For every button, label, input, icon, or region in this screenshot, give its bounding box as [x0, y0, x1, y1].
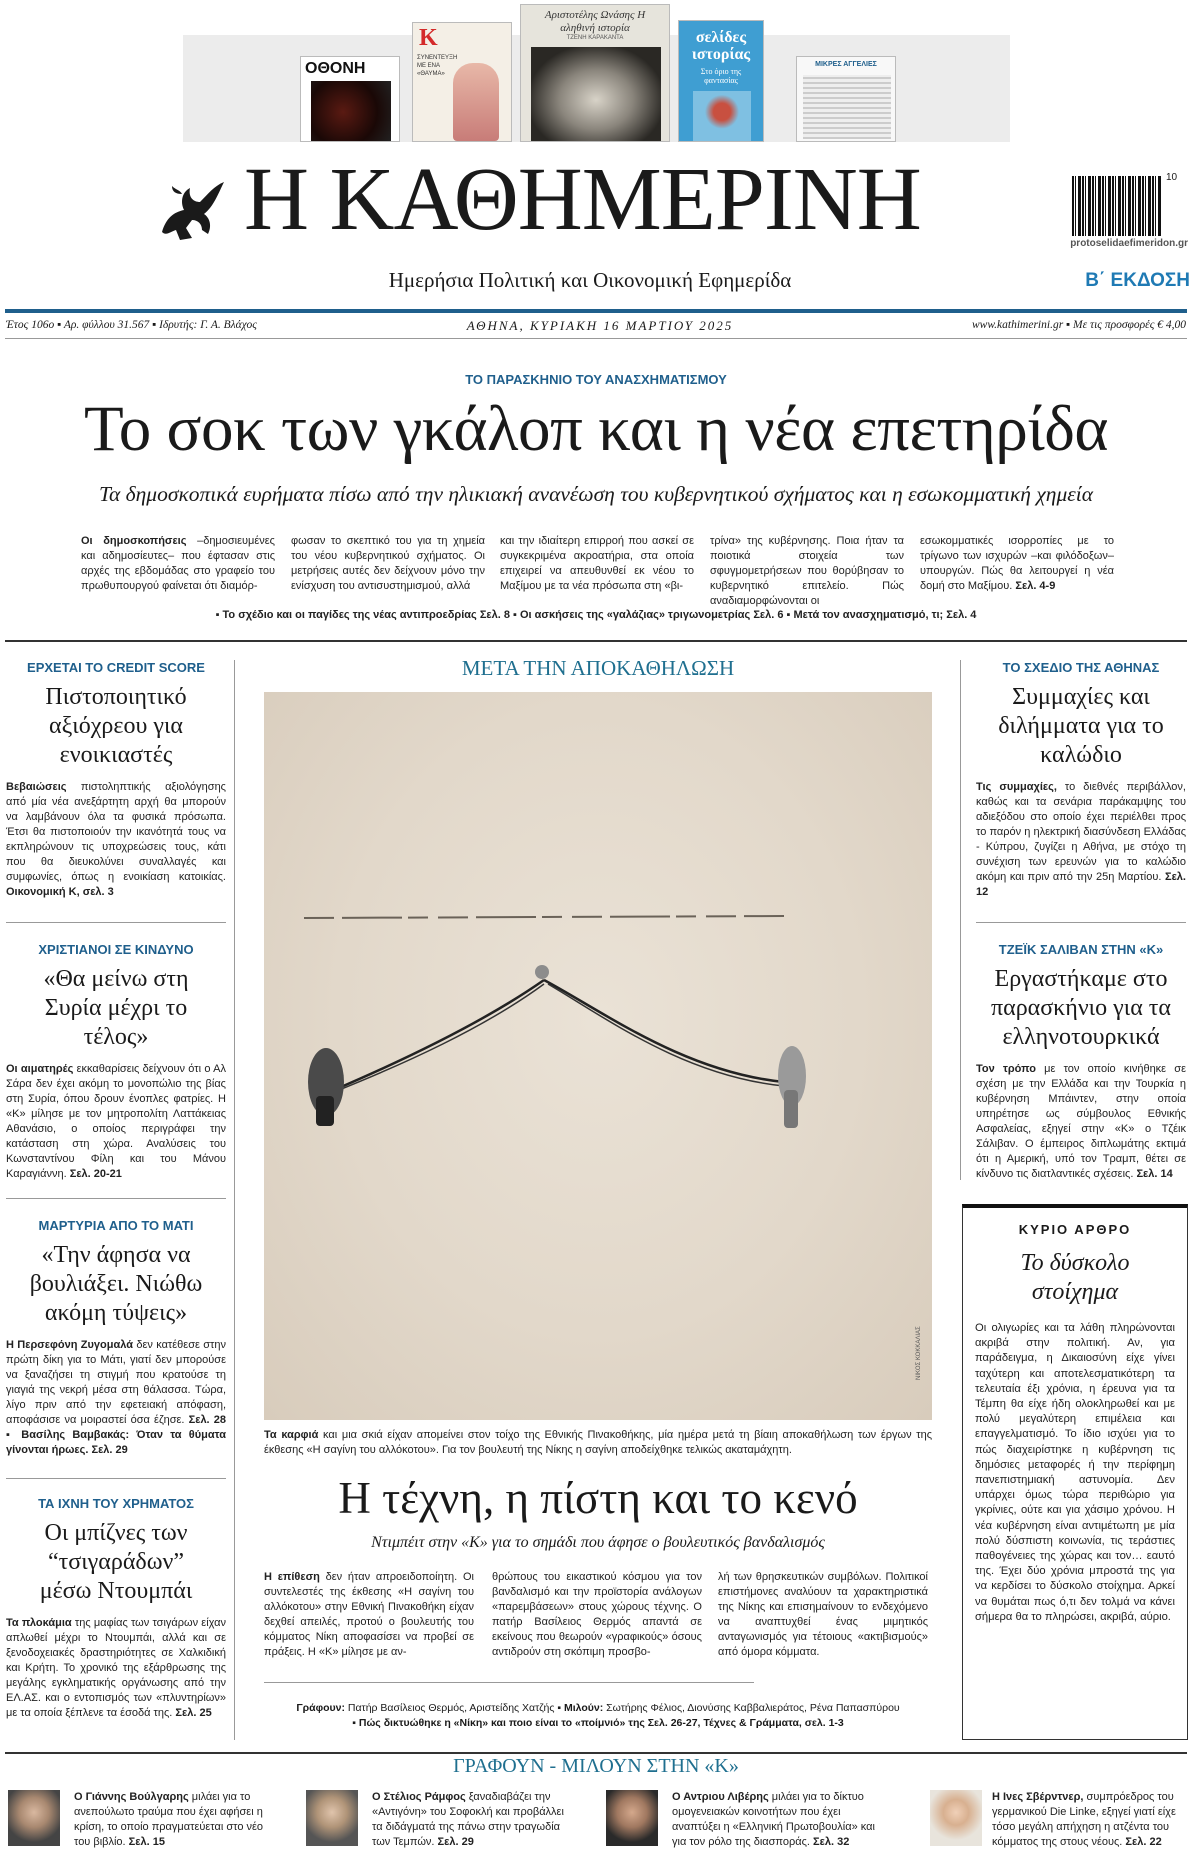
center-kicker: ΜΕΤΑ ΤΗΝ ΑΠΟΚΑΘΗΛΩΣΗ: [461, 656, 735, 680]
footer-item-3-ref: Σελ. 32: [809, 1836, 850, 1848]
avatar: [606, 1790, 658, 1846]
right-story-1[interactable]: [976, 660, 1186, 900]
footer-item-1-ref: Σελ. 15: [125, 1836, 165, 1848]
right-story-2-body: [976, 1062, 1186, 1182]
barcode: [1072, 176, 1162, 236]
left-story-1-headline: Πιστοποιητικό αξιόχρεου για ενοικιαστές: [45, 684, 187, 768]
right-story-1-ref: Σελ. 12: [976, 871, 1186, 898]
left-story-4-ref: Σελ. 25: [172, 1707, 212, 1719]
left-story-1[interactable]: [6, 660, 226, 900]
cover-subtitle: Στο όριο της φαντασίας: [700, 67, 742, 85]
left-story-2-lead: Οι αιματηρές: [6, 1063, 74, 1075]
lead-col-1-lead: Οι δημοσκοπήσεις: [81, 535, 187, 547]
cover-title: Αριστοτέλης Ωνάσης Η αληθινή ιστορία: [544, 9, 646, 34]
footer-item-4[interactable]: [930, 1790, 1190, 1854]
lead-col-5-text: εσωκομματικές ισορροπίες με το τρίγωνο των ισχυρών –και φιλόδοξων– υπουργών. Πώς θα λειτουργεί η νέα δομή στο Μαξίμου.: [920, 535, 1114, 592]
footer-item-4-lead: Η Ινες Σβέρντνερ,: [992, 1791, 1084, 1803]
avatar: [306, 1790, 358, 1846]
right-story-2-text: με τον οποίο κινήθηκε σε σχέση με την Ελλάδα και την Τουρκία η κυβέρνηση Μπάιντεν, στην οποία υπηρέτησε ως σύμβουλος Εθνικής Ασφαλείας, εξηγεί στην «Κ» ο Τζέικ Σάλιβαν. Ο έμπειρος διπλωμάτης εκτιμά ότι η Αμερική, υπό τον Τραμπ, θέτει σε κίνδυνο τις διατλαντικές σχέσεις.: [976, 1063, 1186, 1180]
lead-col-1-text: –δημοσιευμένες και αδημοσίευτες– που έφτασαν στις αρχές της εβδομάδας στο γραφείο του πρωθυπουργού φαίνεται ότι διαμόρ-: [81, 535, 275, 592]
right-story-1-kicker: ΤΟ ΣΧΕΔΙΟ ΤΗΣ ΑΘΗΝΑΣ: [1002, 660, 1160, 675]
footer-item-1-body: μιλάει για το ανεπούλωτο τραύμα που έχει αφήσει η κρίση, το οποίο πραγματεύεται στο νέο του βιβλίο.: [74, 1791, 264, 1848]
left-divider-2: [6, 1198, 226, 1199]
footer-item-2-lead: Ο Στέλιος Ράμφος: [372, 1791, 466, 1803]
lead-col-2: φωσαν το σκεπτικό του για τη χημεία του νέου κυβερνητικού σχήματος. Οι μετρήσεις αυτές δεν δείχνουν μόνο την ενίσχυση του αντισυστημισμού, αλλά: [291, 535, 485, 592]
left-story-4-headline: Οι μπίζνες των “τσιγαράδων” μέσω Ντουμπάι: [39, 1520, 193, 1604]
editorial-headline: Το δύσκολο στοίχημα: [1020, 1250, 1130, 1305]
footer-item-1[interactable]: [8, 1790, 288, 1854]
center-deck: Ντιμπέιτ στην «Κ» για το σημάδι που άφησε ο βουλευτικός βανδαλισμός: [371, 1534, 825, 1551]
left-story-2-ref: Σελ. 20-21: [66, 1168, 122, 1180]
footer-item-4-text: [992, 1790, 1186, 1850]
left-story-2-kicker: ΧΡΙΣΤΙΑΝΟΙ ΣΕ ΚΙΝΔΥΝΟ: [38, 942, 194, 957]
center-headline[interactable]: Η τέχνη, η πίστη και το κενό: [338, 1473, 858, 1523]
left-story-2-headline: «Θα μείνω στη Συρία μέχρι το τέλος»: [43, 966, 189, 1050]
dateline-rule-bottom: [5, 338, 1187, 339]
left-story-1-lead: Βεβαιώσεις: [6, 781, 67, 793]
left-story-3-body: [6, 1338, 226, 1458]
caption-lead: Τα καρφιά: [264, 1429, 319, 1441]
dateline-center: ΑΘΗΝΑ, ΚΥΡΙΑΚΗ 16 ΜΑΡΤΙΟΥ 2025: [466, 318, 734, 333]
center-refs[interactable]: ▪ Πώς δικτυώθηκε η «Νίκη» και ποιο είναι το «ποίμνιό» της Σελ. 26-27, Τέχνες & Γράμματα, σελ. 1-3: [352, 1717, 844, 1729]
center-credits-rule: [264, 1682, 754, 1683]
cover-title: σελίδες ιστορίας: [691, 29, 751, 63]
left-story-3-text: δεν κατέθεσε στην πρώτη δίκη για το Μάτι, γιατί δεν μπορούσε να ξαναζήσει τη στιγμή που κρατούσε τη γιαγιά της νεκρή μέσα στη θάλασσα. Τώρα, λίγο πριν από την εφετειακή απόφαση, αποφάσισε να μοιραστεί όσα έζησε.: [6, 1339, 226, 1426]
dateline-rule-top: [5, 309, 1187, 313]
left-column-rule: [234, 660, 235, 1740]
left-story-1-text: πιστοληπτικής αξιολόγησης από μία νέα ανεξάρτητη αρχή θα μπορούν να λαμβάνουν όλα τα φυσικά πρόσωπα. Έτσι θα πιστοποιούν την ικανότητά τους να εκπληρώνουν τις υποχρεώσεις τους, κάτι που θα διευκολύνει συναλλαγές και συμφωνίες, όπως η ενοικίαση κατοικίας.: [6, 781, 226, 883]
left-divider-3: [6, 1478, 226, 1479]
left-story-4-text: της μαφίας των τσιγάρων είχαν απλωθεί μέχρι το Ντουμπάι, αλλά και σε ξενοδοχειακές δραστηριότητες σε Χαλκιδική και Κρήτη. Το χρονικό της εξάρθρωσης της μεγάλης εγκληματικής οργάνωσης από την ΕΛ.ΑΣ. και ο εντοπισμός των «πλυντηρίων» με τα οποία ξέπλενε τα έσοδά της.: [6, 1617, 226, 1719]
editorial-text: Οι ολιγωρίες και τα λάθη πληρώνονται ακριβά στην πολιτική. Αν, για παράδειγμα, η Δικαιοσύνη είχε γίνει ταχύτερη και αποτελεσματικότερη τα τελευταία έξι χρόνια, η έρευνα για τα Τέμπη θα είχε ήδη ολοκληρωθεί και με πολύ μεγαλύτερη επιμέλεια και επαγγελματισμό. Το ίδιο ισχύει για το πώς διαχειρίστηκε η κυβέρνηση τις δημόσιες μεταφορές ή την περίφημη πανεπιστημιακή αστυνομία. Δεν υπάρχει όμως τώρα περιθώριο για γκρίνιες, ούτε και για χάσιμο χρόνου. Η νέα κυβέρνηση είναι αντιμέτωπη με μία πολύ δύσπιστη κοινωνία, τις τεράστιες παθογένειες της χώρας και τον… εαυτό της. Έχει δύο χρόνια μπροστά της για να κερδίσει το δύσκολο στοίχημα. Αρκεί να θυμάται πως ό,τι δεν τολμά να κάνει σήμερα θα το πληρώσει, ακριβά, αύριο.: [975, 1322, 1175, 1623]
footer-item-3-text: [672, 1790, 878, 1850]
footer-item-1-text: [74, 1790, 274, 1850]
lead-deck: Τα δημοσκοπικά ευρήματα πίσω από την ηλικιακή ανανέωση του κυβερνητικού σχήματος και η εσωκομματική χημεία: [98, 482, 1093, 506]
photo-caption: [264, 1428, 932, 1458]
cover-subtitle: ΤΖΕΝΗ ΚΑΡΑΚΑΝΤΑ: [566, 35, 624, 41]
dateline-left: Έτος 106ο ▪ Αρ. φύλλου 31.567 ▪ Ιδρυτής: Γ. Α. Βλάχος: [6, 319, 257, 331]
right-story-2-kicker: ΤΖΕΪΚ ΣΑΛΙΒΑΝ ΣΤΗΝ «Κ»: [998, 942, 1164, 957]
main-photo[interactable]: [264, 692, 932, 1420]
speakers-label: ▪ Μιλούν:: [554, 1702, 604, 1714]
lead-col-4: τρίνα» της κυβέρνησης. Ποια ήταν τα ποιοτικά στοιχεία των σφυγμομετρήσεων που θορύβησαν το κυβερνητικό επιτελείο. Πώς αναδιαμορφώνονται οι: [710, 535, 904, 607]
lead-col-5: [920, 534, 1114, 594]
footer-item-4-ref: Σελ. 22: [1122, 1836, 1162, 1848]
barcode-number: 10: [1166, 172, 1178, 183]
editorial-box[interactable]: [962, 1204, 1188, 1740]
writers: Πατήρ Βασίλειος Θερμός, Αριστείδης Χατζής: [344, 1702, 555, 1714]
right-story-1-text: το διεθνές περιβάλλον, καθώς και τα σενάρια παράκαμψης του αδιεξόδου στο οποίο έχει περιέλθει προς το παρόν η ηλεκτρική διασύνδεση Ελλάδας - Κύπρου, ζυγίζει η Αθήνα, με στόχο τη συνέχιση των ερευνών για το καλώδιο ακόμη και πριν από την 25η Μαρτίου.: [976, 781, 1186, 883]
left-story-4[interactable]: [6, 1496, 226, 1721]
center-credits: [240, 1702, 956, 1714]
left-story-4-lead: Τα πλοκάμια: [6, 1617, 72, 1629]
footer-title: ΓΡΑΦΟΥΝ - ΜΙΛΟΥΝ ΣΤΗΝ «Κ»: [453, 1755, 739, 1777]
writers-label: Γράφουν:: [296, 1702, 345, 1714]
supplement-cover-othoni[interactable]: [300, 56, 400, 142]
footer-item-3-body: μιλάει για το δίκτυο ομογενειακών κοινοτήτων που έχει αναπτύξει η «Ελληνική Πρωτοβουλία» και για τον ρόλο της διασποράς.: [672, 1791, 875, 1848]
cover-image: [531, 47, 661, 142]
right-story-1-lead: Τις συμμαχίες,: [976, 781, 1057, 793]
lead-kicker: ΤΟ ΠΑΡΑΣΚΗΝΙΟ ΤΟΥ ΑΝΑΣΧΗΜΑΤΙΣΜΟΥ: [465, 372, 727, 387]
right-divider-1: [976, 922, 1186, 923]
supplement-cover-selides-istorias[interactable]: [678, 20, 764, 142]
right-story-2-lead: Τον τρόπο: [976, 1063, 1036, 1075]
photo-nails-wire: [264, 692, 932, 1420]
photo-credit: ΝΙΚΟΣ ΚΟΚΚΑΛΙΑΣ: [916, 1326, 922, 1380]
left-story-1-body: [6, 780, 226, 900]
avatar: [930, 1790, 982, 1846]
supplement-cover-onassis[interactable]: [520, 4, 670, 142]
left-story-2-text: εκκαθαρίσεις δείχνουν ότι ο Αλ Σάρα δεν έχει ακόμη το μονοπώλιο της βίας στη Συρία, όπου δρουν ένοπλες φατρίες. Η «Κ» μίλησε με τον μητροπολίτη Λαττάκειας Αθανάσιο, ο οποίος περιγράφει την κατάσταση στη χώρα. Αναλύσεις του Κωνσταντίνου Φίλη και του Μάνου Καραγιάννη.: [6, 1063, 226, 1180]
footer-item-3-lead: Ο Αντριου Λιβέρης: [672, 1791, 769, 1803]
right-story-2-headline: Εργαστήκαμε στο παρασκήνιο για τα ελληνοτουρκικά: [991, 966, 1171, 1050]
right-story-1-headline: Συμμαχίες και διλήμματα για το καλώδιο: [998, 684, 1164, 768]
griffin-logo-icon: [152, 172, 230, 250]
masthead-title: Η ΚΑΘΗΜΕΡΙΝΗ: [244, 150, 921, 249]
masthead-subtitle: Ημερήσια Πολιτική και Οικονομική Εφημερίδα: [388, 268, 792, 292]
footer-item-2-text: [372, 1790, 572, 1850]
edition-label: Β΄ ΕΚΔΟΣΗ: [1085, 270, 1190, 291]
supplement-cover-k[interactable]: [412, 22, 512, 142]
footer-item-2-body: ξαναδιαβάζει την «Αντιγόνη» του Σοφοκλή και προβάλλει τα διδάγματά της πάνω στην τραγωδία των Τεμπών.: [372, 1791, 564, 1848]
footer-rule: [5, 1752, 1187, 1754]
right-story-1-body: [976, 780, 1186, 900]
footer-item-2-ref: Σελ. 29: [434, 1836, 474, 1848]
right-story-2-ref: Σελ. 14: [1133, 1168, 1173, 1180]
left-story-3[interactable]: [6, 1218, 226, 1458]
center-col-1: [264, 1570, 474, 1660]
left-story-4-body: [6, 1616, 226, 1721]
footer-item-1-lead: Ο Γιάννης Βούλγαρης: [74, 1791, 189, 1803]
left-story-3-ref: Σελ. 28 ▪ Βασίλης Βαμβακάς: Όταν τα θύματα γίνονται ήρωες. Σελ. 29: [6, 1414, 226, 1456]
speakers: Σωτήρης Φέλιος, Διονύσης Καββαλιεράτος, Ρένα Παπασπύρου: [603, 1702, 900, 1714]
footer-item-2[interactable]: [306, 1790, 586, 1854]
source-watermark: protoselidaefimeridon.gr: [1070, 238, 1188, 249]
left-story-2[interactable]: [6, 942, 226, 1182]
cover-image: [693, 91, 751, 142]
lead-headline[interactable]: Το σοκ των γκάλοπ και η νέα επετηρίδα: [84, 393, 1108, 465]
center-col-1-text: δεν ήταν απροειδοποίητη. Οι συντελεστές της έκθεσης «Η σαγίνη του αλλόκοτου» στην Εθνική Πινακοθήκη είχαν δεχθεί απειλές, προτού ο βουλευτής του κόμματος Νίκη αποφασίσει να προβεί σε πράξεις. Η «Κ» μίλησε με αν-: [264, 1571, 474, 1658]
left-story-3-headline: «Την άφησα να βουλιάξει. Νιώθω ακόμη τύψεις»: [29, 1242, 203, 1326]
footer-item-4-body: συμπρόεδρος του γερμανικού Die Linke, εξηγεί γιατί είχε τόσο μεγάλη απήχηση η ατζέντα του κόμματος της στους νέους.: [992, 1791, 1176, 1848]
center-col-1-lead: Η επίθεση: [264, 1571, 320, 1583]
left-story-3-kicker: ΜΑΡΤΥΡΙΑ ΑΠΟ ΤΟ ΜΑΤΙ: [38, 1218, 194, 1233]
cover-title: K: [419, 25, 438, 51]
left-story-1-ref: Οικονομική Κ, σελ. 3: [6, 886, 114, 898]
lead-col-5-ref: Σελ. 4-9: [1012, 580, 1056, 592]
lead-refs[interactable]: ▪ Το σχέδιο και οι παγίδες της νέας αντιπροεδρίας Σελ. 8 ▪ Οι ασκήσεις της «γαλάζιας» τριγωνομετρίας Σελ. 6 ▪ Μετά τον ανασχηματισμό, τι; Σελ. 4: [215, 609, 977, 621]
footer-item-3[interactable]: [606, 1790, 886, 1854]
supplement-cover-mikres-aggelies[interactable]: [796, 56, 896, 142]
cover-image: [453, 63, 499, 141]
cover-image: [803, 75, 891, 139]
lead-col-3: και την ιδιαίτερη επιρροή που ασκεί σε συγκεκριμένα ακροατήρια, στα οποία επιχειρεί να απευθυνθεί εκ νέου το Μαξίμου με τα νέα πρόσωπα στη «βι-: [500, 535, 694, 592]
cover-subtitle: ΣΥΝΕΝΤΕΥΞΗ ΜΕ ΕΝΑ «ΘΑΥΜΑ»: [417, 55, 458, 77]
center-col-2: θρώπους του εικαστικού κόσμου για τον βανδαλισμό και την προϊστορία ανάλογων «παρεμβάσεων» στους χώρους τέχνης. Ο πατήρ Βασίλειος Θερμός απαντά σε εκείνους που θεωρούν «γραφικούς» όσους αντιδρούν στη σκόπιμη προσβο-: [492, 1571, 702, 1658]
cover-title: ΜΙΚΡΕΣ ΑΓΓΕΛΙΕΣ: [815, 61, 877, 68]
dateline-right: www.kathimerini.gr ▪ Με τις προσφορές € 4,00: [972, 319, 1186, 331]
right-column-rule: [960, 660, 961, 1180]
cover-title: ΟΘΟΝΗ: [305, 60, 366, 77]
lead-bottom-rule: [5, 640, 1187, 642]
left-story-3-lead: Η Περσεφόνη Ζυγομαλά: [6, 1339, 133, 1351]
left-story-1-kicker: ΕΡΧΕΤΑΙ ΤΟ CREDIT SCORE: [27, 660, 205, 675]
right-story-2[interactable]: [976, 942, 1186, 1182]
left-story-2-body: [6, 1062, 226, 1182]
editorial-kicker: ΚΥΡΙΟ ΑΡΘΡΟ: [1018, 1222, 1132, 1237]
caption-text: και μια σκιά είχαν απομείνει στον τοίχο της Εθνικής Πινακοθήκης, μία ημέρα μετά τη βίαιη αποκαθήλωση των έργων της έκθεσης «Η σαγίνη του αλλόκοτου». Για τον βουλευτή της Νίκης η σαγίνη αποδείχθηκε τελικώς ακαταμάχητη.: [264, 1429, 932, 1456]
avatar: [8, 1790, 60, 1846]
center-col-3: λή των θρησκευτικών συμβόλων. Πολιτικοί επιστήμονες αναλύουν τα χαρακτηριστικά της Νίκης και επισημαίνουν το ενδεχόμενο να αναπτυχθεί ένας μιμητικός ανταγωνισμός για τέτοιους «ακτιβισμούς» από όμορα κόμματα.: [718, 1571, 928, 1658]
left-story-4-kicker: ΤΑ ΙΧΝΗ ΤΟΥ ΧΡΗΜΑΤΟΣ: [38, 1496, 194, 1511]
lead-col-1: [81, 534, 275, 594]
cover-image: [311, 81, 391, 142]
left-divider-1: [6, 922, 226, 923]
